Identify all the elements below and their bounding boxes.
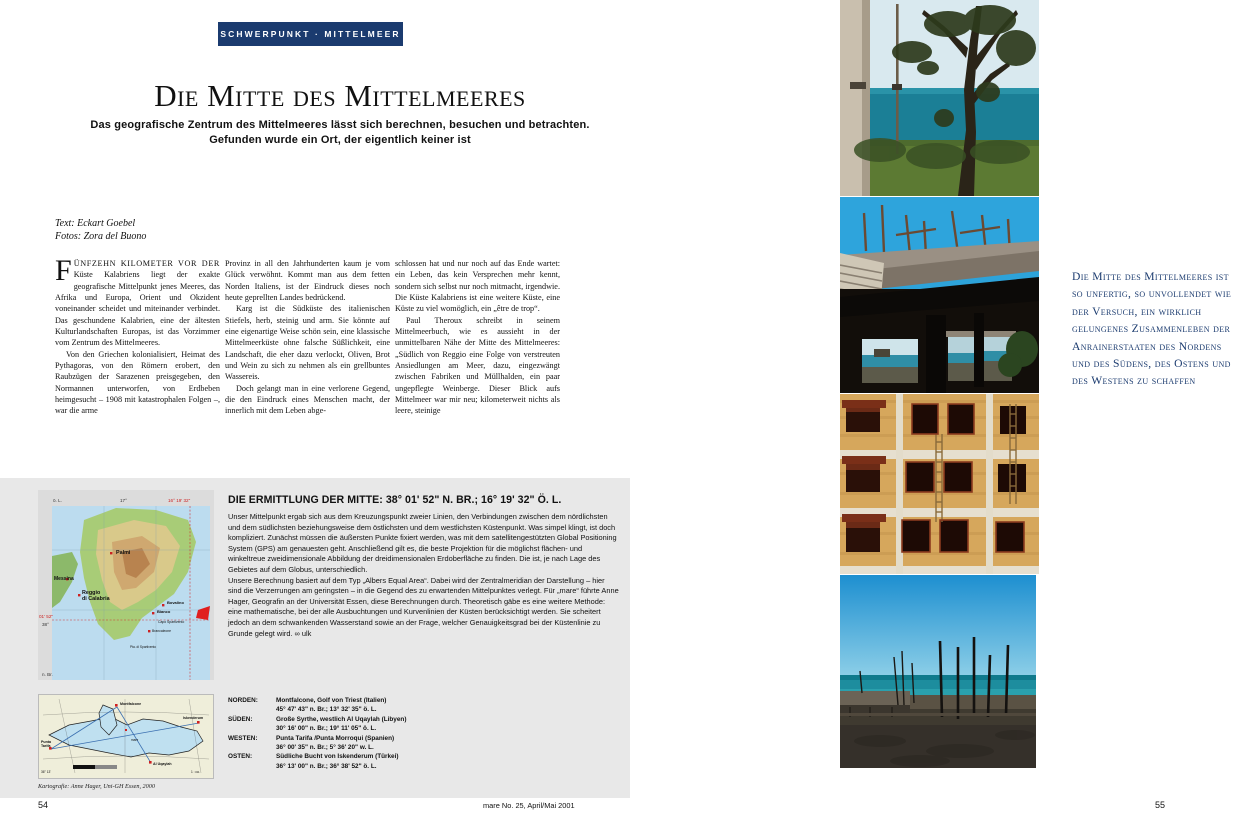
coordinate-row (228, 734, 620, 753)
coordinate-value (276, 696, 620, 715)
paragraph: Karg ist die Südküste des italienischen Stiefels, herb, steinig und arm. Sie könnte auf eine eigenartige Weise schön sein, eine klassische Mittelmeerküste ohne falsche Süßlichkeit, eine Landschaft, die eher dazu verlockt, Oliven, Brot und Wein zu sich zu nehmen als ein grellbuntes Wassereis. (225, 304, 390, 382)
photo-apartment-facade (840, 394, 1039, 574)
coordinate-place: Punta Tarifa /Punta Morroqui (Spanien) (276, 734, 395, 742)
photo-beach-with-poles (840, 575, 1036, 768)
paragraph: Paul Theroux schreibt in seinem Mittelmeerbuch, wie es aussieht in der unmittelbaren Nähe der Mitte des Mittelmeeres: „Südlich von Reggio eine Folge von verstreuten Ansiedlungen am Meer, dazu, eingezwängt zwischen Fabriken und Müllhalden, ein paar ungepflegte Weinberge. Dieser Blick aufs Mittelmeer war mir neu; kilometerweit nichts als leere, steinige (395, 315, 560, 416)
coordinate-degrees: 36° 13' 00" n. Br.; 36° 38' 52" ö. L. (276, 762, 377, 770)
coordinate-value (276, 715, 620, 734)
drop-cap: F (55, 258, 72, 287)
lead-smallcaps: ÜNFZEHN KILOMETER VOR DER (73, 259, 220, 268)
svg-text:17°: 17° (120, 498, 127, 503)
deck-line-2: Gefunden wurde ein Ort, der eigentlich keiner ist (209, 134, 471, 146)
paragraph: Von den Griechen kolonialisiert, Heimat des Pythagoras, von den Römern erobert, den Raubzügen der Sarazenen preisgegeben, den Normannen unterworfen, von Erdbeben heimgesucht – 1908 mit katastrophalen Folgen –, war die arme (55, 349, 220, 416)
svg-text:38°: 38° (42, 622, 49, 627)
byline-photographer: Fotos: Zora del Buono (55, 230, 147, 242)
coordinate-value (276, 734, 620, 753)
paragraph: schlossen hat und nur noch auf das Ende wartet: ein Leben, das kein Versprechen mehr kennt, sondern sich selbst nur noch mitmacht, irgendwie. Die Küste Kalabriens ist eine weitere Küste, eine Küste zu viel womöglich, ein „être de trop“. (395, 259, 560, 314)
folio-page-number-left: 54 (38, 800, 49, 810)
article-body (55, 258, 625, 463)
paragraph: Provinz in all den Jahrhunderten kaum je vom Glück verwöhnt. Kommt man aus dem fetten Norden Italiens, ist der Eindruck dieses noch heute geprellten Landes bedrückend. (225, 259, 390, 303)
svg-text:36° 13': 36° 13' (41, 770, 51, 774)
issue-line: mare No. 25, April/Mai 2001 (483, 801, 575, 810)
byline-author: Text: Eckart Goebel (55, 218, 136, 229)
coordinate-place: Südliche Bucht von Iskenderum (Türkei) (276, 753, 399, 761)
map-calabria (38, 490, 214, 680)
svg-text:Bianco: Bianco (157, 609, 171, 614)
coordinate-degrees: 45° 47' 43" n. Br.; 13° 32' 35" ö. L. (276, 706, 377, 714)
svg-text:Al Uqaylah: Al Uqaylah (153, 762, 172, 766)
page-title: Die Mitte des Mittelmeeres (154, 78, 526, 113)
article-deck (60, 118, 620, 148)
svg-text:Palmi: Palmi (116, 550, 131, 556)
coordinate-degrees: 36° 00' 35" n. Br.; 5° 36' 20" w. L. (276, 744, 374, 752)
infobox-paragraph-2: Unsere Berechnung basiert auf dem Typ „Albers Equal Area“. Dabei wird der Zentralmeridian der Darstellung – hier sind die Verzerrungen am geringsten – in die Gegend des zu erwartenden Mittelpunktes verlegt. Für „mare“ führte Anne Hager, Geografin an der Universität Essen, diese Berechnungen durch. Theoretisch gäbe es eine weitere Methode: eine mathematische, bei der alle Ausbuchtungen und Kurvenlinien der Küsten berücksichtigt werden. Sie scheitert jedoch an dem schwankenden Wasserstand sowie an der Frage, welcher Genauigkeitsgrad bei der Küstenlinie zu Grunde gelegt wird. ∞ ulk (228, 575, 619, 638)
pull-quote: Die Mitte des Mittelmeeres ist so unfertig, so unvollendet wie der Versuch, ein wirklich gelungenes Zusammenleben der Anrainerstaaten des Nordens und des Südens, des Ostens und des Westens zu schaffen (1072, 270, 1232, 388)
coordinate-row (228, 696, 620, 715)
folio-page-number-right: 55 (1155, 800, 1166, 810)
map-mediterranean-overview (38, 694, 214, 779)
deck-line-1: Das geografische Zentrum des Mittelmeeres lässt sich berechnen, besuchen und betrachten. (90, 119, 590, 131)
coordinate-direction: WESTEN: (228, 734, 258, 742)
map-credit: Kartografie: Anne Hager, Uni-GH Essen, 2000 (38, 783, 155, 790)
infobox-body (228, 512, 620, 639)
coordinate-place: Große Syrthe, westlich Al Uqaylah (Libyen) (276, 715, 407, 723)
photo-coast-through-trees (840, 0, 1039, 196)
paragraph-text: Küste Kalabriens liegt der exakte geografische Mittelpunkt jenes Meeres, das Afrika und Europa, Orient und Okzident voneinander scheidet und miteinander verbindet. Das geschundene Kalabrien, eine der ältesten Kulturlandschaften Europas, ist das Vorzimmer vom Zentrum des Mittelmeeres. (55, 270, 220, 348)
svg-text:Iskenderum: Iskenderum (183, 716, 204, 720)
section-kicker-banner: SCHWERPUNKT · MITTELMEER (218, 22, 403, 46)
map-label-top-left: ö. L. (53, 498, 62, 503)
coordinate-direction: OSTEN: (228, 753, 253, 761)
byline (55, 218, 255, 243)
svg-text:Capo Spartivento: Capo Spartivento (158, 620, 185, 624)
coordinate-value (276, 752, 620, 771)
svg-text:1 : ca.: 1 : ca. (191, 770, 200, 774)
svg-text:Brancaleone: Brancaleone (152, 629, 172, 633)
svg-text:Bovalino: Bovalino (167, 600, 184, 605)
svg-text:Reggio: Reggio (82, 590, 101, 596)
infobox-paragraph-1: Unser Mittelpunkt ergab sich aus dem Kreuzungspunkt zweier Linien, den Verbindungen zwischen dem nördlichsten und dem südlichsten beziehungsweise dem östlichsten und dem westlichsten Küstenpunkt. Was simpel klingt, ist doch kompliziert. Zunächst müssen die äußersten Punkte fixiert werden, was mit dem satellitengestützten Global Positioning System (GPS) am genauesten geht. Anschließend gilt es, die beste Projektion für die möglichst flächen- und winkeltreue zweidimensionale Abbildung der dreidimensionalen Erdoberfläche zu finden. Die ist, je nach Lage des Gebietes auf dem Globus, unterschiedlich. (228, 512, 617, 574)
coordinate-row (228, 715, 620, 734)
coordinates-list (228, 696, 620, 771)
coordinate-degrees: 30° 16' 00" n. Br.; 19° 11' 05" ö. L. (276, 725, 377, 733)
coordinate-direction: NORDEN: (228, 697, 258, 704)
svg-text:mare: mare (131, 738, 139, 742)
paragraph: Doch gelangt man in eine verlorene Gegend, die den Eindruck eines Menschen macht, der innerlich mit dem Leben abge- (225, 383, 390, 416)
right-page (700, 0, 1250, 833)
svg-text:Tarifa: Tarifa (41, 744, 51, 748)
svg-text:16° 19' 32": 16° 19' 32" (168, 498, 191, 503)
body-column-3 (395, 258, 560, 463)
svg-text:Montfalcone: Montfalcone (120, 702, 142, 706)
infobox-panel (0, 478, 630, 798)
coordinate-row (228, 752, 620, 771)
paragraph (55, 258, 220, 349)
infobox-title: DIE ERMITTLUNG DER MITTE: 38° 01' 52" N. BR.; 16° 19' 32" Ö. L. (228, 494, 562, 506)
photo-unfinished-concrete-building (840, 197, 1039, 393)
svg-text:n. Br.: n. Br. (42, 672, 53, 677)
body-column-2 (225, 258, 390, 463)
svg-text:Pta. di Spartivento: Pta. di Spartivento (130, 645, 157, 649)
coordinate-place: Montfalcone, Golf von Triest (Italien) (276, 697, 387, 704)
body-column-1 (55, 258, 220, 463)
svg-text:Messina: Messina (54, 576, 74, 582)
svg-text:di Calabria: di Calabria (82, 596, 110, 602)
svg-text:Punta: Punta (41, 740, 51, 744)
svg-text:01' 52": 01' 52" (39, 614, 54, 619)
coordinate-direction: SÜDEN: (228, 715, 253, 723)
